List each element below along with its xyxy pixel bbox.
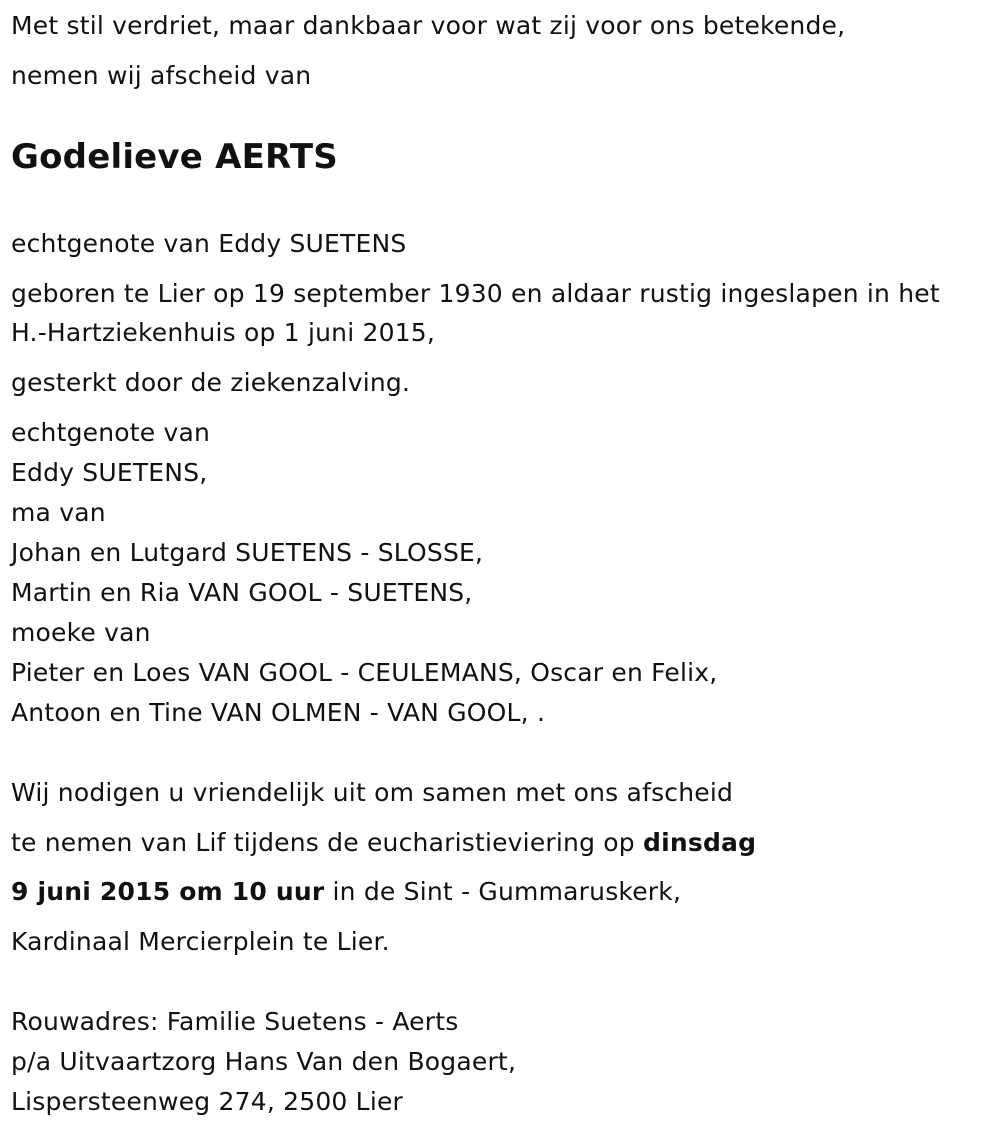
address-line-3: Lispersteenweg 274, 2500 Lier <box>11 1087 404 1116</box>
family-line: Antoon en Tine VAN OLMEN - VAN GOOL, . <box>11 698 546 727</box>
invitation-line-2-text: te nemen van Lif tijdens de eucharistieviering op <box>11 828 643 857</box>
address-line-1: Rouwadres: Familie Suetens - Aerts <box>11 1007 459 1036</box>
invitation-line-2 <box>11 828 756 858</box>
family-line: ma van <box>11 498 106 527</box>
funeral-location: in de Sint - Gummaruskerk, <box>324 877 682 906</box>
family-line: Pieter en Loes VAN GOOL - CEULEMANS, Oscar en Felix, <box>11 658 718 687</box>
intro-line-1: Met stil verdriet, maar dankbaar voor wat zij voor ons betekende, <box>11 11 846 40</box>
family-line: Martin en Ria VAN GOOL - SUETENS, <box>11 578 473 607</box>
address-line-2: p/a Uitvaartzorg Hans Van den Bogaert, <box>11 1047 517 1076</box>
invitation-line-1: Wij nodigen u vriendelijk uit om samen met ons afscheid <box>11 778 734 807</box>
born-line-1: geboren te Lier op 19 september 1930 en aldaar rustig ingeslapen in het <box>11 279 940 308</box>
invitation-line-4: Kardinaal Mercierplein te Lier. <box>11 927 390 956</box>
deceased-name: Godelieve AERTS <box>11 137 338 177</box>
spouse-line: echtgenote van Eddy SUETENS <box>11 229 407 258</box>
funeral-datetime: 9 juni 2015 om 10 uur <box>11 877 325 906</box>
intro-line-2: nemen wij afscheid van <box>11 61 312 90</box>
funeral-day: dinsdag <box>643 828 757 857</box>
born-line-2: H.-Hartziekenhuis op 1 juni 2015, <box>11 318 436 347</box>
sacrament-line: gesterkt door de ziekenzalving. <box>11 368 411 397</box>
family-line: echtgenote van <box>11 418 211 447</box>
invitation-line-3 <box>11 877 681 907</box>
family-line: Eddy SUETENS, <box>11 458 208 487</box>
family-line: Johan en Lutgard SUETENS - SLOSSE, <box>11 538 484 567</box>
family-line: moeke van <box>11 618 151 647</box>
